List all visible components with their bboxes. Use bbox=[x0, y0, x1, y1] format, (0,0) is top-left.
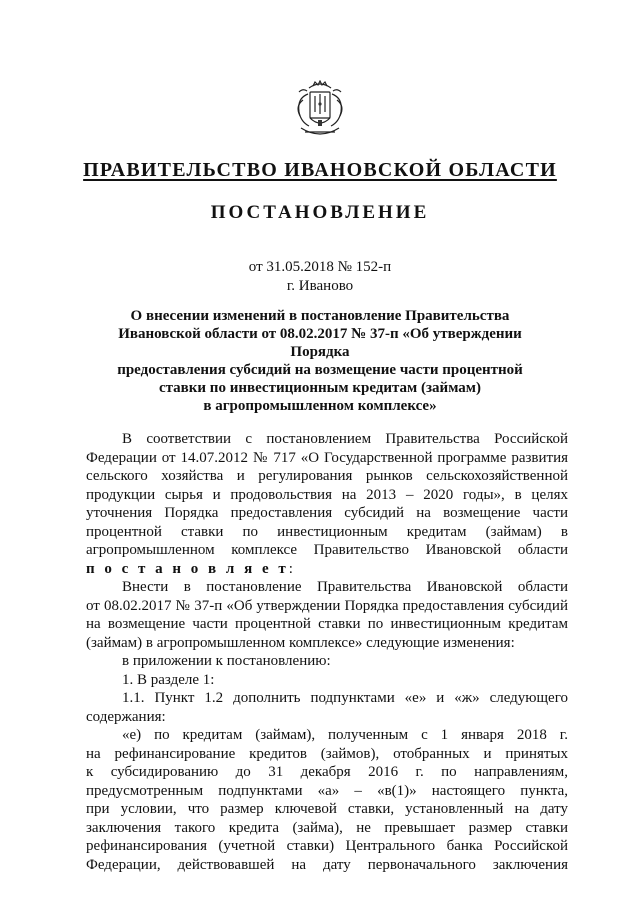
paragraph-line: содержания: bbox=[86, 708, 166, 725]
paragraph-line: «е) по кредитам (займам), полученным с 1 января 2018 г. bbox=[122, 727, 568, 743]
paragraph-line: рефинансирования (учетной ставки) Центрального банка Российской bbox=[86, 838, 568, 854]
paragraph-line: 1.1. Пункт 1.2 дополнить подпунктами «е» и «ж» следующего bbox=[122, 690, 568, 706]
paragraph-line: уточнения Порядка предоставления субсидий на возмещение части bbox=[86, 505, 568, 521]
paragraph-line: 1. В разделе 1: bbox=[122, 671, 215, 688]
date-number: от 31.05.2018 № 152-п bbox=[248, 259, 392, 275]
paragraph-line: к субсидированию до 31 декабря 2016 г. по направлениям, bbox=[86, 764, 568, 780]
paragraph-line: заключения такого кредита (займа), не превышает размер ставки bbox=[86, 819, 568, 836]
paragraph-line: (займам) в агропромышленном комплексе» следующие изменения: bbox=[86, 634, 515, 651]
coat-of-arms-emblem bbox=[291, 80, 349, 142]
paragraph-line: от 08.02.2017 № 37-п «Об утверждении Порядка предоставления субсидий bbox=[86, 597, 568, 614]
paragraph-line: агропромышленном комплексе Правительство Ивановской области bbox=[86, 542, 568, 558]
decree-word: п о с т а н о в л я е т bbox=[86, 560, 289, 577]
date-number-block bbox=[0, 258, 640, 296]
paragraph-line: на возмещение части процентной ставки по инвестиционным кредитам bbox=[86, 616, 568, 632]
paragraph-line: Внести в постановление Правительства Ивановской области bbox=[122, 579, 568, 595]
document-heading: О внесении изменений в постановление Правительства Ивановской области от 08.02.2017 № 37-п «Об утверждении Порядка предоставления субсидий на возмещение части процентной ставки по инвестиционным кредитам (займам) в агропромышленном комплексе» bbox=[117, 308, 523, 414]
paragraph-line: в приложении к постановлению: bbox=[122, 653, 331, 669]
paragraph-line: при условии, что размер ключевой ставки, установленный на дату bbox=[86, 801, 568, 817]
decree-line: п о с т а н о в л я е т: bbox=[86, 560, 293, 577]
paragraph-line: Федерации от 14.07.2012 № 717 «О Государственной программе развития bbox=[86, 449, 568, 466]
document-body bbox=[86, 430, 568, 874]
paragraph-line: сельского хозяйства и регулирования рынков сельскохозяйственной bbox=[86, 468, 568, 484]
paragraph-line: на рефинансирование кредитов (займов), отобранных и принятых bbox=[86, 745, 568, 762]
document-type: ПОСТАНОВЛЕНИЕ bbox=[210, 202, 430, 223]
paragraph-line: предусмотренным подпунктами «а» – «в(1)» настоящего пункта, bbox=[86, 782, 568, 799]
paragraph-line: Федерации, действовавшей на дату первоначального заключения bbox=[86, 856, 568, 873]
paragraph-line: В соответствии с постановлением Правительства Российской bbox=[122, 431, 568, 447]
paragraph-line: продукции сырья и продовольствия на 2013 – 2020 годы», в целях bbox=[86, 486, 568, 503]
city: г. Иваново bbox=[286, 278, 354, 294]
paragraph-line: процентной ставки по инвестиционным кредитам (займам) в bbox=[86, 523, 568, 540]
government-name: ПРАВИТЕЛЬСТВО ИВАНОВСКОЙ ОБЛАСТИ bbox=[83, 159, 557, 181]
